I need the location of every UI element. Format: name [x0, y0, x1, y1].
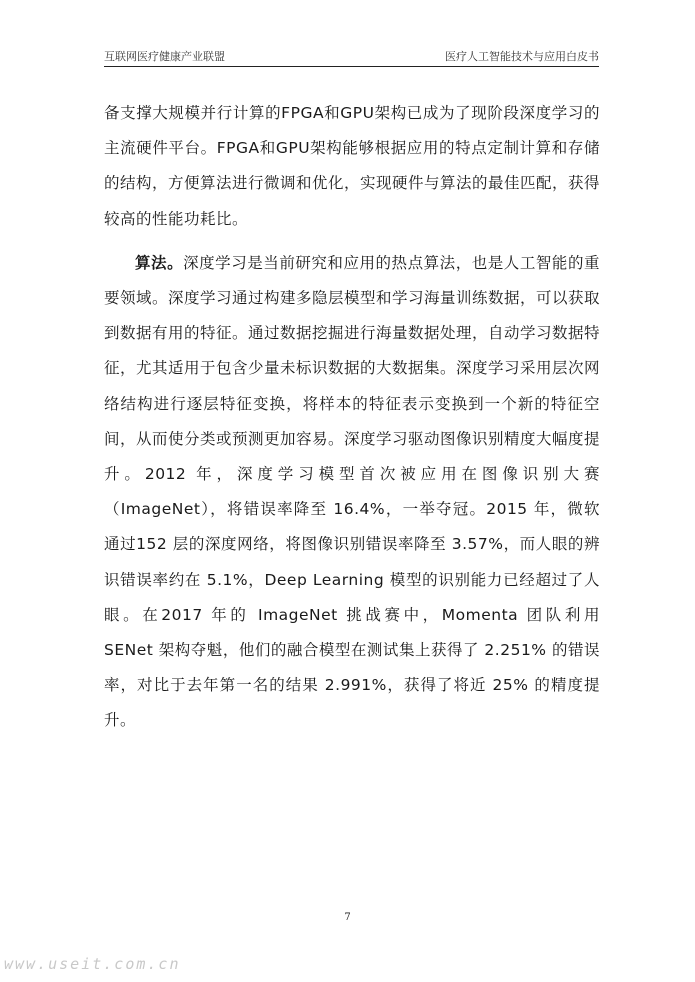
header-divider: [104, 66, 599, 67]
page-header: [104, 48, 599, 66]
algorithm-heading: 算法。: [135, 253, 184, 272]
algorithm-text: 深度学习是当前研究和应用的热点算法，也是人工智能的重要领域。深度学习通过构建多隐层模型和学习海量训练数据，可以获取到数据有用的特征。通过数据挖掘进行海量数据处理，自动学习数据特征，尤其适用于包含少量未标识数据的大数据集。深度学习采用层次网络结构进行逐层特征变换，将样本的特征表示变换到一个新的特征空间，从而使分类或预测更加容易。深度学习驱动图像识别精度大幅度提升。2012 年，深度学习模型首次被应用在图像识别大赛（ImageNet），将错误率降至 16.4%，一举夺冠。2015 年，微软通过152 层的深度网络，将图像识别错误率降至 3.57%，而人眼的辨识错误率约在 5.1%，Deep Learning 模型的识别能力已经超过了人眼。在2017 年的 ImageNet 挑战赛中，Momenta 团队利用 SENet 架构夺魁，他们的融合模型在测试集上获得了 2.251% 的错误率，对比于去年第一名的结果 2.991%，获得了将近 25% 的精度提升。: [104, 253, 601, 730]
header-organization: 互联网医疗健康产业联盟: [104, 50, 225, 63]
header-document-title: 医疗人工智能技术与应用白皮书: [445, 50, 599, 63]
algorithm-paragraph: [104, 246, 600, 739]
document-body: [104, 96, 600, 739]
hardware-paragraph: 备支撑大规模并行计算的FPGA和GPU架构已成为了现阶段深度学习的主流硬件平台。FPGA和GPU架构能够根据应用的特点定制计算和存储的结构，方便算法进行微调和优化，实现硬件与算法的最佳匹配，获得较高的性能功耗比。: [104, 104, 601, 228]
watermark: www.useit.com.cn: [4, 955, 181, 973]
page-number: 7: [344, 912, 351, 923]
